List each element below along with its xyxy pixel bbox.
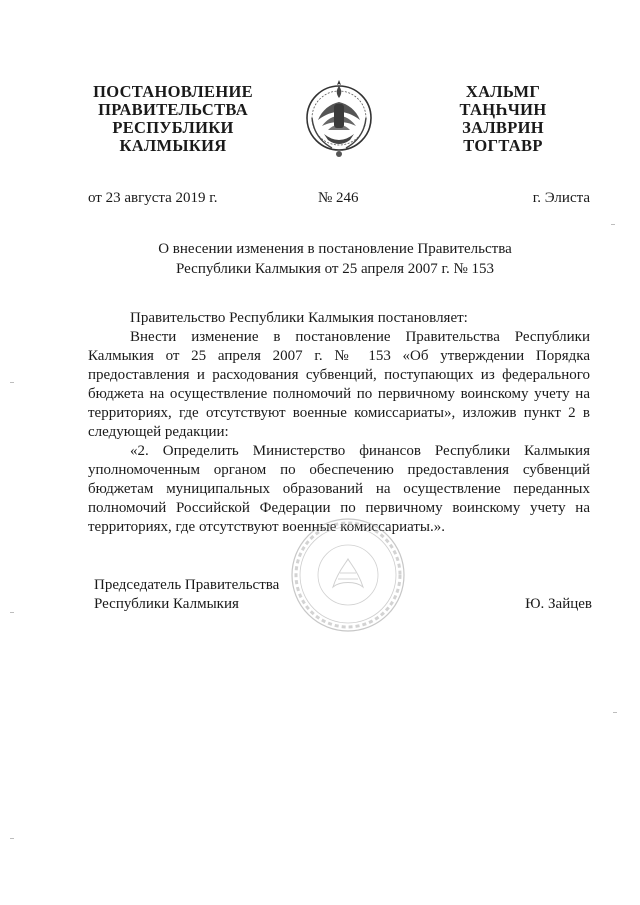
header-right-kalmyk [448, 83, 558, 155]
scan-speck [10, 838, 14, 839]
header-left-line: ПРАВИТЕЛЬСТВА [98, 100, 248, 119]
document-date: от 23 августа 2019 г. [88, 190, 218, 206]
kalmykia-coat-of-arms-icon [304, 74, 374, 162]
body-paragraph: «2. Определить Министерство финансов Республики Калмыкия уполномоченным органом по обеспечению предоставления субвенций бюджетам муниципальных образований на осуществление переданных полномочий Российской Федерации по первичному воинскому учету на территориях, где отсутствуют военные комиссариаты.». [88, 443, 590, 535]
title-line: О внесении изменения в постановление Правительства [158, 241, 512, 257]
official-round-stamp-icon [288, 515, 408, 635]
header-right-line: ЗАЛВРИН [462, 118, 544, 137]
scan-speck [10, 612, 14, 613]
header-left-russian [88, 83, 258, 155]
title-line: Республики Калмыкия от 25 апреля 2007 г. № 153 [175, 261, 495, 277]
document-title [120, 239, 550, 279]
signatory-name: Ю. Зайцев [525, 596, 592, 612]
header-left-line: ПОСТАНОВЛЕНИЕ [93, 82, 253, 101]
scan-speck [10, 382, 14, 383]
signatory-position-line: Республики Калмыкия [94, 596, 239, 612]
body-paragraph: Внести изменение в постановление Правительства Республики Калмыкия от 25 апреля 2007 г. № 153 «Об утверждении Порядка предоставления и расходования субвенций, поступающих из федерального бюджета на осуществление полномочий по первичному воинскому учету на территориях, где отсутствуют военные комиссариаты», изложив пункт 2 в следующей редакции: [88, 329, 590, 440]
header-left-line: КАЛМЫКИЯ [119, 136, 227, 155]
signatory-position [94, 576, 279, 614]
header-right-line: ТАҢҺЧИН [459, 100, 547, 119]
document-number: № 246 [318, 190, 359, 206]
signatory-position-line: Председатель Правительства [94, 577, 280, 593]
document-body [88, 309, 590, 537]
body-paragraph: Правительство Республики Калмыкия постановляет: [130, 310, 468, 326]
scan-speck [611, 224, 615, 225]
header-left-line: РЕСПУБЛИКИ [112, 118, 234, 137]
header-right-line: ХАЛЬМГ [465, 82, 541, 101]
document-place: г. Элиста [532, 190, 590, 206]
header-right-line: ТОГТАВР [463, 136, 543, 155]
scan-speck [613, 712, 617, 713]
